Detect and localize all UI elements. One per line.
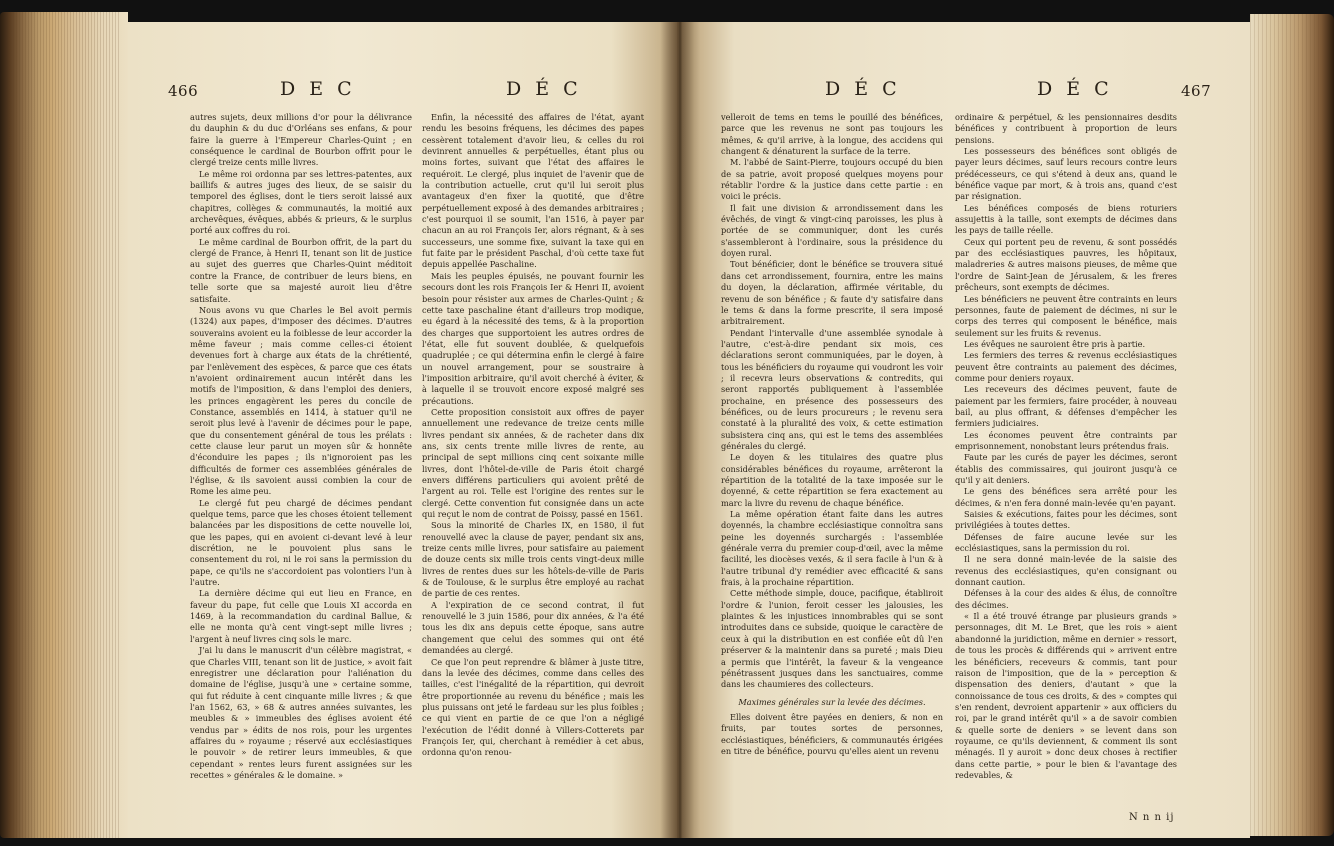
right-page-header (677, 78, 1250, 108)
left-page-header (128, 78, 677, 108)
running-head: D É C (1037, 78, 1113, 100)
paragraph: Tout bénéficier, dont le bénéfice se trouvera situé dans cet arrondissement, fournira, entre les mains du doyen, la déclaration, affirmée véritable, du revenu de son bénéfice ; & faute d'y satisfaire dans le tems & dans la forme prescrite, il sera imposé arbitrairement. (721, 259, 943, 327)
running-head: D É C (825, 78, 901, 100)
page-number: 467 (1181, 82, 1212, 100)
paragraph: Le clergé fut peu chargé de décimes pendant quelque tems, parce que les choses étoient tellement balancées par les dispositions de cette nouvelle loi, que les papes, qui en avoient ci-devant levé à leur discrétion, ne le pouvoient plus sans le consentement du roi, ni le roi sans la permission du pape, ce qu'ils ne s'accordoient pas volontiers l'un à l'autre. (190, 497, 412, 588)
book-fore-edge-left (0, 12, 128, 838)
paragraph: Le même roi ordonna par ses lettres-patentes, aux baillifs & autres juges des lieux, de se saisir du temporel des églises, dont le tiers seroit laissé aux chapitres, collèges & communautés, la moitié aux archevêques, évêques, abbés & prieurs, & le surplus porté aux coffres du roi. (190, 168, 412, 236)
paragraph: A l'expiration de ce second contrat, il fut renouvellé le 3 juin 1586, pour dix années, & l'a été tous les dix ans depuis cette époque, sans autre changement que celui des sommes qui ont été demandées au clergé. (422, 599, 644, 656)
signature-mark: N n n ij (1129, 812, 1175, 823)
text-column-right-2 (955, 112, 1177, 827)
right-page (677, 22, 1250, 838)
paragraph: Les évêques ne sauroient être pris à partie. (964, 338, 1146, 349)
paragraph: Les possesseurs des bénéfices sont obligés de payer leurs décimes, sauf leurs recours contre leurs prédécesseurs, ce qui s'étend à deux ans, quand le bénéfice vaque par mort, & à trois ans, quand c'est par résignation. (955, 146, 1177, 202)
text-column-left-1 (190, 112, 412, 827)
paragraph: Mais les peuples épuisés, ne pouvant fournir les secours dont les rois François Ier & Henri II, avoient besoin pour résister aux armes de Charles-Quint ; & cette taxe paschaline étant d'ailleurs trop modique, eu égard à la nécessité des tems, & à la proportion des charges que supportoient les autres ordres de l'état, elle fut souvent doublée, & quelquefois quadruplée ; ce qui détermina enfin le clergé à faire un nouvel arrangement, pour se soustraire à l'imposition arbitraire, qu'il avoit cherché à éviter, & à laquelle il se trouvoit encore exposé malgré ses précautions. (422, 270, 644, 406)
paragraph: Ceux qui portent peu de revenu, & sont possédés par des ecclésiastiques pauvres, les hôpitaux, maladreries & autres maisons pieuses, de même que l'ordre de Saint-Jean de Jérusalem, & les freres prêcheurs, sont exempts de décimes. (955, 236, 1177, 293)
left-page (128, 22, 677, 838)
paragraph: velleroit de tems en tems le pouillé des bénéfices, parce que les revenus ne sont pas toujours les mêmes, & qu'il arrive, à la longue, des accidens qui changent & dénaturent la surface de la terre. (721, 112, 943, 157)
paragraph: Il fait une division & arrondissement dans les évêchés, de vingt & vingt-cinq paroisses, les plus à portée de se communiquer, dont les curés s'assembleront à l'ordinaire, sous la présidence du doyen rural. (721, 202, 943, 259)
paragraph: M. l'abbé de Saint-Pierre, toujours occupé du bien de sa patrie, avoit proposé quelques moyens pour rétablir l'ordre & la justice dans cette partie : en voici le précis. (721, 157, 943, 202)
text-column-left-2 (422, 112, 644, 827)
paragraph: Saisies & exécutions, faites pour les décimes, sont privilégiées à toutes dettes. (955, 509, 1177, 531)
paragraph: Les économes peuvent être contraints par emprisonnement, nonobstant leurs prétendus frais. (955, 429, 1177, 451)
paragraph: Les receveurs des décimes peuvent, faute de paiement par les fermiers, faire procéder, à nouveau bail, au plus offrant, & défenses d'empêcher les fermiers judiciaires. (955, 384, 1177, 429)
paragraph: Défenses à la cour des aides & élus, de connoître des décimes. (955, 588, 1177, 610)
paragraph: Pendant l'intervalle d'une assemblée synodale à l'autre, c'est-à-dire pendant six mois, ces déclarations seront communiquées, par le doyen, à tous les bénéficiers du royaume qui voudront les voir ; il recevra leurs observations & contredits, qui seront rapportés publiquement à l'assemblée prochaine, en présence des possesseurs des bénéfices, ou de leurs procureurs ; le revenu sera constaté à la pluralité des voix, & cette estimation subsistera cinq ans, qui est le tems des assemblées générales du clergé. (721, 327, 943, 451)
paragraph: Le doyen & les titulaires des quatre plus considérables bénéfices du royaume, arrêteront la répartition de la totalité de la taxe imposée sur le doyenné, & cette répartition se fera exactement au marc la livre du revenu de chaque bénéfice. (721, 452, 943, 508)
paragraph: Nous avons vu que Charles le Bel avoit permis (1324) aux papes, d'imposer des décimes. D'autres souverains avoient eu la foiblesse de leur accorder la même faveur ; mais comme celles-ci étoient devenues fort à charge aux états de la chrétienté, par l'enlèvement des espèces, & parce que ces états n'avoient ordinairement aucun intérêt dans les motifs de l'imposition, & dans l'emploi des deniers, les princes engagèrent les peres du concile de Constance, assemblés en 1414, à statuer qu'il ne seroit plus levé à l'avenir de décimes pour le pape, que du consentement général de tous les prélats : cette clause leur parut un moyen sûr & honnête d'éconduire les papes ; ils n'ignoroient pas les difficultés de former ces assemblées générales de l'église, & ils savoient aussi combien la cour de Rome les aime peu. (190, 304, 412, 497)
paragraph: « Il a été trouvé étrange par plusieurs grands » personnages, dit M. Le Bret, que les rois » aient abandonné la juridiction, même en dernier » ressort, de tous les procès & différends qui » arrivent entre les bénéficiers, receveurs & commis, tant pour raison de l'imposition, que de la » perception & dispensation des deniers, d'autant » que la connoissance de tous ces droits, & des » comptes qui s'en rendent, devroient appartenir » aux officiers du roi, par le grand intérêt qu'il » a de savoir combien & quelle sorte de deniers » se levent dans son royaume, ce qu'ils deviennent, & comment ils sont ménagés. Il y auroit » donc deux choses à rectifier dans cette partie, » pour le bien & l'avantage des redevables, & (955, 611, 1177, 780)
paragraph: autres sujets, deux millions d'or pour la délivrance du dauphin & du duc d'Orléans ses enfans, & pour faire la guerre à l'Empereur Charles-Quint ; en conséquence le cardinal de Bourbon offrit pour le clergé treize cents mille livres. (190, 112, 412, 168)
paragraph: J'ai lu dans le manuscrit d'un célèbre magistrat, « que Charles VIII, tenant son lit de justice, » avoit fait enregistrer une déclaration pour l'aliénation du domaine de l'église, jusqu'à une » certaine somme, qui fut réduite à cent cinquante mille livres ; & que l'an 1562, 63, » 68 & autres années suivantes, les meubles & » immeubles des églises avoient été vendus par » édits de nos rois, pour les urgentes affaires du » royaume ; réservé aux ecclésiastiques le pouvoir » de retirer leurs immeubles, & que cependant » rentes leurs furent assignées sur les recettes » générales & le domaine. » (190, 645, 412, 780)
paragraph: Le même cardinal de Bourbon offrit, de la part du clergé de France, à Henri II, tenant son lit de justice au sujet des guerres que Charles-Quint méditoit contre la France, de contribuer de leurs biens, en telle sorte que sa majesté auroit lieu d'être satisfaite. (190, 236, 412, 304)
paragraph: Les bénéficiers ne peuvent être contraints en leurs personnes, faute de paiement de décimes, ni sur le corps des terres qui composent le bénéfice, mais seulement sur les fruits & revenus. (955, 293, 1177, 338)
paragraph: Ce que l'on peut reprendre & blâmer à juste titre, dans la levée des décimes, comme dans celles des tailles, c'est l'inégalité de la répartition, qui devroit être proportionnée au revenu du bénéfice ; mais les plus puissans ont jeté le fardeau sur les plus foibles ; ce qui vient en partie de ce que l'on a négligé l'exécution de l'édit donné à Villers-Cotterets par François Ier, qui, cherchant à remédier à cet abus, ordonna qu'on renou- (422, 656, 644, 758)
paragraph: Il ne sera donné main-levée de la saisie des revenus des ecclésiastiques, qu'en consignant ou donnant caution. (955, 554, 1177, 588)
paragraph: Elles doivent être payées en deniers, & non en fruits, par toutes sortes de personnes, ecclésiastiques, bénéficiers, & communautés érigées en titre de bénéfice, pourvu qu'elles aient un revenu (721, 711, 943, 756)
book-fore-edge-right (1250, 14, 1334, 836)
section-heading: Maximes générales sur la levée des décimes. (738, 696, 926, 707)
paragraph: Cette proposition consistoit aux offres de payer annuellement une redevance de treize cents mille livres pendant six années, & de racheter dans dix ans, six cents trente mille livres de rente, au principal de sept millions cinq cent soixante mille livres, dont l'hôtel-de-ville de Paris étoit chargé envers différens particuliers qui avoient prêté de l'argent au roi. Telle est l'origine des rentes sur le clergé. Cette convention fut consignée dans un acte qui reçut le nom de contrat de Poissy, passé en 1561. (422, 406, 644, 520)
paragraph: Faute par les curés de payer les décimes, seront établis des commissaires, qui jouiront jusqu'à ce qu'il y ait deniers. (955, 452, 1177, 485)
paragraph: Défenses de faire aucune levée sur les ecclésiastiques, sans la permission du roi. (955, 531, 1177, 554)
running-head: D É C (506, 78, 582, 100)
text-column-right-1 (721, 112, 943, 827)
paragraph: La dernière décime qui eut lieu en France, en faveur du pape, fut celle que Louis XI accorda en 1469, à la recommandation du cardinal Ballue, & elle ne monta qu'à cent vingt-sept mille livres ; l'argent à neuf livres cinq sols le marc. (190, 588, 412, 644)
paragraph: ordinaire & perpétuel, & les pensionnaires desdits bénéfices y contribuent à proportion de leurs pensions. (955, 112, 1177, 145)
paragraph: Sous la minorité de Charles IX, en 1580, il fut renouvellé avec la clause de payer, pendant six ans, treize cents mille livres, pour satisfaire au paiement de douze cents six mille trois cents vingt-deux mille livres de rentes dues sur les hôtels-de-ville de Paris & de Toulouse, & le surplus être employé au rachat de partie de ces rentes. (422, 520, 644, 599)
paragraph: Le gens des bénéfices sera arrêté pour les décimes, & n'en fera donné main-levée qu'en payant. (955, 486, 1177, 508)
paragraph: Cette méthode simple, douce, pacifique, établiroit l'ordre & l'union, feroit cesser les jalousies, les plaintes & les injustices innombrables qui se sont introduites dans ce subside, quoique le caractère de ceux à qui la distribution en est confiée eût dû l'en préserver & la maintenir dans sa pureté ; mais Dieu a permis que l'intérêt, la faveur & la vengeance pénétrassent jusques dans les sanctuaires, comme dans les chaumieres des collecteurs. (721, 588, 943, 690)
running-head: D E C (280, 78, 356, 100)
paragraph: Enfin, la nécessité des affaires de l'état, ayant rendu les besoins fréquens, les décimes des papes cessèrent totalement d'avoir lieu, & celles du roi devinrent annuelles & perpétuelles, étant plus ou moins fortes, suivant que l'état des affaires le requéroit. Le clergé, plus inquiet de l'avenir que de la contribution actuelle, crut qu'il lui seroit plus avantageux d'en fixer la quotité, que d'être perpétuellement exposé à des demandes arbitraires ; c'est pourquoi il se soumit, l'an 1516, à payer par chacun an au roi François Ier, alors régnant, & à ses successeurs, une somme fixe, suivant la taxe qui en fut faite par le président Paschal, d'où cette taxe fut depuis appellée Paschaline. (422, 112, 644, 270)
paragraph: La même opération étant faite dans les autres doyennés, la chambre ecclésiastique connoîtra sans peine les doyennés surchargés : l'assemblée générale verra du premier coup-d'œil, avec la même facilité, les diocèses vexés, & il sera facile à l'un & à l'autre tribunal d'y remédier avec efficacité & sans frais, à la prochaine répartition. (721, 509, 943, 588)
paragraph: Les fermiers des terres & revenus ecclésiastiques peuvent être contraints au paiement des décimes, comme pour deniers royaux. (955, 350, 1177, 383)
paragraph: Les bénéfices composés de biens roturiers assujettis à la taille, sont exempts de décimes dans les pays de taille réelle. (955, 202, 1177, 236)
page-number: 466 (168, 82, 199, 100)
